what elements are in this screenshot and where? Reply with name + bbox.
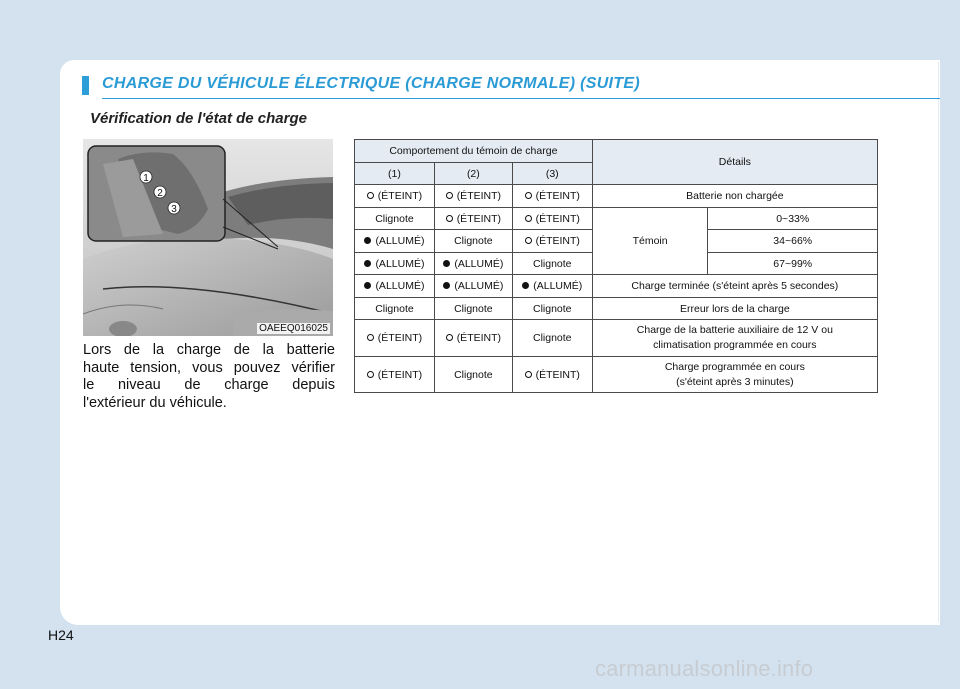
cell-1 bbox=[355, 208, 435, 230]
callout-2: 2 bbox=[157, 188, 163, 199]
cell-text: (ÉTEINT) bbox=[535, 368, 580, 381]
cell-2 bbox=[434, 298, 512, 320]
led-off-icon bbox=[446, 334, 453, 341]
callout-3: 3 bbox=[171, 204, 177, 215]
charge-status-table bbox=[354, 139, 878, 393]
section-title: CHARGE DU VÉHICULE ÉLECTRIQUE (CHARGE NORMALE) (SUITE) bbox=[102, 75, 640, 92]
body-line: Lors de la charge de la batterie bbox=[83, 342, 335, 358]
led-on-icon bbox=[443, 282, 450, 289]
watermark: carmanualsonline.info bbox=[595, 656, 814, 681]
cell-2 bbox=[434, 357, 512, 393]
table-row bbox=[355, 185, 878, 208]
cell-text: (ALLUMÉ) bbox=[454, 280, 504, 292]
led-off-icon bbox=[525, 237, 532, 244]
cell-2 bbox=[434, 320, 512, 357]
cell-text: Clignote bbox=[533, 257, 572, 270]
led-off-icon bbox=[525, 371, 532, 378]
detail-cell bbox=[592, 320, 877, 357]
page-edge-line bbox=[938, 62, 939, 622]
header-details: Détails bbox=[592, 140, 877, 185]
subtitle: Vérification de l'état de charge bbox=[90, 110, 307, 127]
table-row bbox=[355, 275, 878, 298]
cell-1 bbox=[355, 275, 435, 298]
led-off-icon bbox=[525, 192, 532, 199]
header-col-3: (3) bbox=[512, 163, 592, 185]
cell-2 bbox=[434, 253, 512, 275]
cell-text: (ÉTEINT) bbox=[377, 332, 423, 344]
cell-text: (ÉTEINT) bbox=[456, 190, 502, 202]
car-charging-port-illustration bbox=[83, 139, 333, 336]
cell-2 bbox=[434, 185, 512, 208]
cell-text: (ÉTEINT) bbox=[535, 235, 580, 247]
section-header bbox=[82, 75, 940, 97]
figure-caption: OAEEQ016025 bbox=[259, 323, 328, 334]
led-off-icon bbox=[367, 371, 374, 378]
detail-cell bbox=[592, 357, 877, 393]
header-indicator-behavior: Comportement du témoin de charge bbox=[355, 140, 593, 163]
body-line: haute tension, vous pouvez vérifier bbox=[83, 359, 335, 376]
detail-cell: 0~33% bbox=[708, 208, 878, 230]
table-row bbox=[355, 320, 878, 357]
cell-text: (ALLUMÉ) bbox=[375, 280, 425, 292]
cell-3 bbox=[512, 208, 592, 230]
cell-text: (ALLUMÉ) bbox=[533, 280, 583, 292]
detail-group-cell: Témoin bbox=[592, 208, 708, 275]
header-col-2: (2) bbox=[434, 163, 512, 185]
detail-cell: 67~99% bbox=[708, 253, 878, 275]
cell-1 bbox=[355, 185, 435, 208]
cell-3 bbox=[512, 275, 592, 298]
cell-text: (ÉTEINT) bbox=[535, 190, 580, 202]
detail-line: Charge programmée en cours bbox=[664, 360, 805, 373]
led-on-icon bbox=[443, 260, 450, 267]
cell-1 bbox=[355, 298, 435, 320]
car-illustration-icon bbox=[83, 139, 333, 336]
cell-text: Clignote bbox=[533, 302, 572, 315]
cell-text: Clignote bbox=[454, 235, 493, 247]
header-col-1: (1) bbox=[355, 163, 435, 185]
callout-1: 1 bbox=[143, 173, 149, 184]
cell-2 bbox=[434, 230, 512, 253]
cell-text: Clignote bbox=[454, 302, 493, 315]
cell-text: (ÉTEINT) bbox=[456, 332, 502, 344]
cell-text: (ÉTEINT) bbox=[456, 212, 502, 225]
title-accent-bar bbox=[82, 76, 89, 95]
cell-text: (ALLUMÉ) bbox=[375, 257, 425, 270]
cell-3 bbox=[512, 253, 592, 275]
led-off-icon bbox=[446, 192, 453, 199]
detail-line: (s'éteint après 3 minutes) bbox=[676, 375, 794, 388]
cell-1 bbox=[355, 320, 435, 357]
detail-cell: Charge terminée (s'éteint après 5 secondes) bbox=[592, 275, 877, 298]
cell-text: (ALLUMÉ) bbox=[454, 257, 504, 270]
cell-2 bbox=[434, 275, 512, 298]
cell-3 bbox=[512, 357, 592, 393]
table-row bbox=[355, 298, 878, 320]
cell-text: (ÉTEINT) bbox=[535, 212, 580, 225]
led-off-icon bbox=[367, 334, 374, 341]
table-row bbox=[355, 208, 878, 230]
led-off-icon bbox=[525, 215, 532, 222]
cell-3 bbox=[512, 320, 592, 357]
cell-text: (ÉTEINT) bbox=[377, 190, 423, 202]
led-off-icon bbox=[367, 192, 374, 199]
cell-1 bbox=[355, 230, 435, 253]
led-off-icon bbox=[446, 215, 453, 222]
body-paragraph bbox=[83, 342, 335, 412]
cell-text: Clignote bbox=[533, 332, 572, 344]
cell-2 bbox=[434, 208, 512, 230]
cell-1 bbox=[355, 357, 435, 393]
body-line: le niveau de charge depuis bbox=[83, 377, 335, 394]
detail-line: Charge de la batterie auxiliaire de 12 V ou bbox=[636, 324, 833, 336]
led-on-icon bbox=[364, 282, 371, 289]
detail-cell: 34~66% bbox=[708, 230, 878, 253]
cell-3 bbox=[512, 230, 592, 253]
detail-line: climatisation programmée en cours bbox=[653, 339, 817, 351]
page-number: H24 bbox=[48, 627, 74, 643]
detail-cell: Batterie non chargée bbox=[592, 185, 877, 208]
table-row bbox=[355, 357, 878, 393]
led-on-icon bbox=[364, 237, 371, 244]
cell-text: (ÉTEINT) bbox=[377, 368, 423, 381]
cell-text: Clignote bbox=[375, 212, 414, 225]
cell-text: (ALLUMÉ) bbox=[375, 235, 425, 247]
cell-3 bbox=[512, 185, 592, 208]
cell-text: Clignote bbox=[375, 302, 414, 315]
cell-1 bbox=[355, 253, 435, 275]
led-on-icon bbox=[522, 282, 529, 289]
cell-text: Clignote bbox=[454, 368, 493, 381]
led-on-icon bbox=[364, 260, 371, 267]
body-line: l'extérieur du véhicule. bbox=[83, 394, 227, 411]
title-underline bbox=[102, 98, 940, 100]
detail-cell: Erreur lors de la charge bbox=[592, 298, 877, 320]
cell-3 bbox=[512, 298, 592, 320]
